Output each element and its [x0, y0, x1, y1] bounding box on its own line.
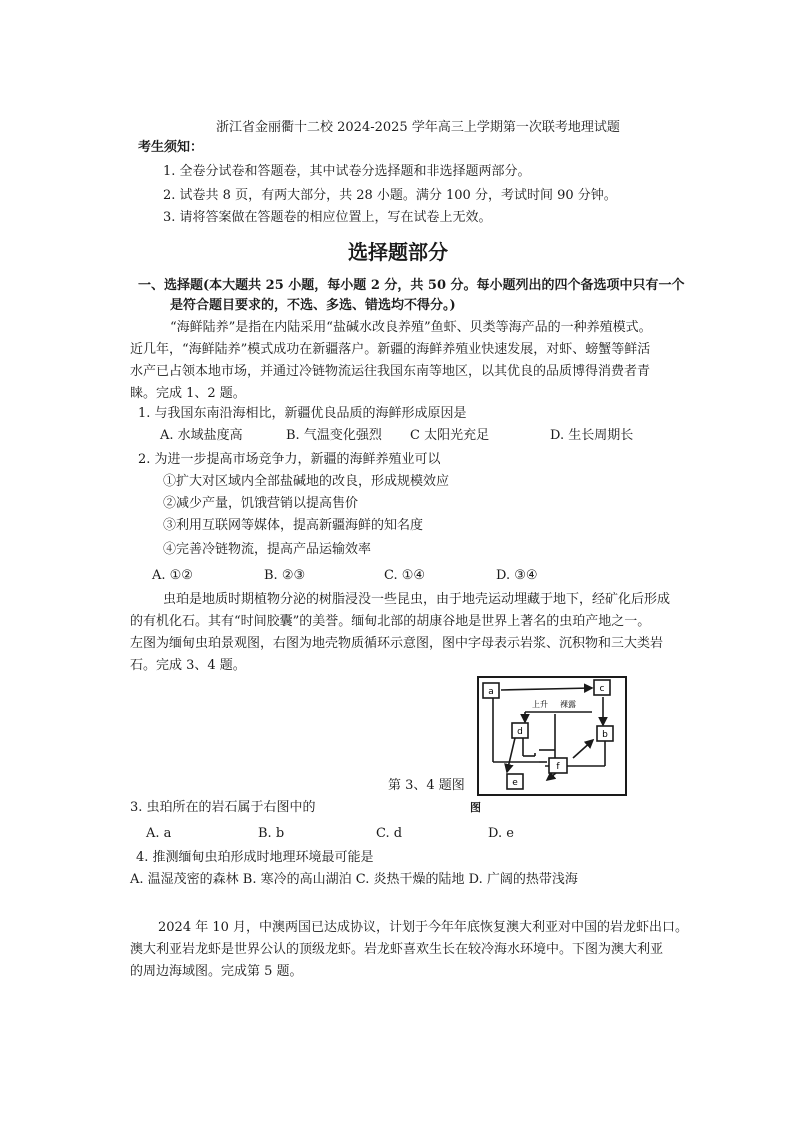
paper-title: 浙江省金丽衢十二校 2024-2025 学年高三上学期第一次联考地理试题 — [216, 120, 620, 135]
question-stem: 4. 推测缅甸虫珀形成时地理环境最可能是 — [136, 850, 374, 865]
option-a[interactable]: A. ①② — [152, 568, 193, 583]
svg-text:f: f — [556, 762, 560, 772]
option-c[interactable]: C 太阳光充足 — [410, 428, 490, 443]
rock-cycle-svg — [477, 676, 627, 796]
node-a — [483, 683, 499, 698]
node-c — [594, 680, 610, 695]
option-a[interactable]: A. a — [146, 826, 172, 841]
passage-line: 的有机化石。其有“时间胶囊”的美誉。缅甸北部的胡康谷地是世界上著名的虫珀产地之一。 — [130, 614, 651, 629]
section-title: 选择题部分 — [348, 240, 448, 264]
notice-item: 2. 试卷共 8 页，有两大部分，共 28 小题。满分 100 分，考试时间 90 分钟。 — [163, 188, 617, 203]
node-d — [512, 723, 528, 738]
svg-text:b: b — [602, 730, 608, 740]
question-stem: 1. 与我国东南沿海相比，新疆优良品质的海鲜形成原因是 — [138, 406, 467, 421]
node-e — [507, 774, 523, 789]
passage-line: 的周边海域图。完成第 5 题。 — [130, 964, 303, 979]
notice-item: 3. 请将答案做在答题卷的相应位置上，写在试卷上无效。 — [163, 210, 492, 225]
passage-line: 近几年，“海鲜陆养”模式成功在新疆落户。新疆的海鲜养殖业快速发展，对虾、螃蟹等鲜活 — [130, 342, 651, 357]
notice-heading: 考生须知： — [138, 140, 204, 155]
node-f — [549, 758, 567, 773]
option-d[interactable]: D. 生长周期长 — [550, 428, 634, 443]
question-stem: 3. 虫珀所在的岩石属于右图中的 — [130, 800, 316, 815]
option-c[interactable]: C. ①④ — [384, 568, 426, 583]
question-options[interactable]: A. 温湿茂密的森林 B. 寒冷的高山湖泊 C. 炎热干燥的陆地 D. 广阔的热带浅海 — [130, 872, 578, 887]
svg-text:c: c — [599, 684, 605, 694]
rock-cycle-diagram — [477, 676, 627, 796]
option-a[interactable]: A. 水域盐度高 — [160, 428, 243, 443]
passage-line: 左图为缅甸虫珀景观图，右图为地壳物质循环示意图，图中字母表示岩浆、沉积物和三大类岩 — [130, 636, 664, 651]
statement: ②减少产量，饥饿营销以提高售价 — [163, 496, 359, 511]
svg-text:e: e — [512, 778, 518, 788]
section-instruction: 是符合题目要求的，不选、多选、错选均不得分。) — [170, 298, 456, 313]
section-instruction: 一、选择题(本大题共 25 小题，每小题 2 分，共 50 分。每小题列出的四个备选项中只有一个 — [138, 278, 685, 293]
question-stem: 2. 为进一步提高市场竞争力，新疆的海鲜养殖业可以 — [138, 452, 441, 467]
svg-text:a: a — [488, 687, 494, 697]
passage-line: 2024 年 10 月，中澳两国已达成协议，计划于今年年底恢复澳大利亚对中国的岩龙虾出口。 — [158, 920, 689, 935]
option-d[interactable]: D. e — [488, 826, 514, 841]
svg-text:d: d — [517, 727, 523, 737]
statement: ④完善冷链物流，提高产品运输效率 — [163, 542, 372, 557]
passage-line: 睐。完成 1、2 题。 — [130, 386, 246, 401]
statement: ③利用互联网等媒体，提高新疆海鲜的知名度 — [163, 518, 424, 533]
passage-line: 水产已占领本地市场，并通过冷链物流运往我国东南等地区，以其优良的品质博得消费者青 — [130, 364, 651, 379]
node-b — [597, 726, 613, 741]
passage-line: 澳大利亚岩龙虾是世界公认的顶级龙虾。岩龙虾喜欢生长在较冷海水环境中。下图为澳大利亚 — [130, 942, 664, 957]
label-up: 上升 — [532, 700, 548, 709]
passage-line: 石。完成 3、4 题。 — [130, 658, 246, 673]
notice-item: 1. 全卷分试卷和答题卷，其中试卷分选择题和非选择题两部分。 — [163, 164, 531, 179]
diagram-caption-suffix: 图 — [470, 801, 481, 814]
option-b[interactable]: B. ②③ — [264, 568, 306, 583]
label-exposed: 裸露 — [560, 700, 576, 709]
passage-line: “海鲜陆养”是指在内陆采用“盐碱水改良养殖”鱼虾、贝类等海产品的一种养殖模式。 — [170, 320, 652, 335]
passage-line: 虫珀是地质时期植物分泌的树脂浸没一些昆虫，由于地壳运动埋藏于地下，经矿化后形成 — [163, 592, 671, 607]
option-b[interactable]: B. 气温变化强烈 — [286, 428, 382, 443]
statement: ①扩大对区域内全部盐碱地的改良，形成规模效应 — [163, 474, 450, 489]
option-d[interactable]: D. ③④ — [496, 568, 538, 583]
diagram-caption: 第 3、4 题图 — [388, 778, 465, 793]
option-b[interactable]: B. b — [258, 826, 285, 841]
option-c[interactable]: C. d — [376, 826, 403, 841]
